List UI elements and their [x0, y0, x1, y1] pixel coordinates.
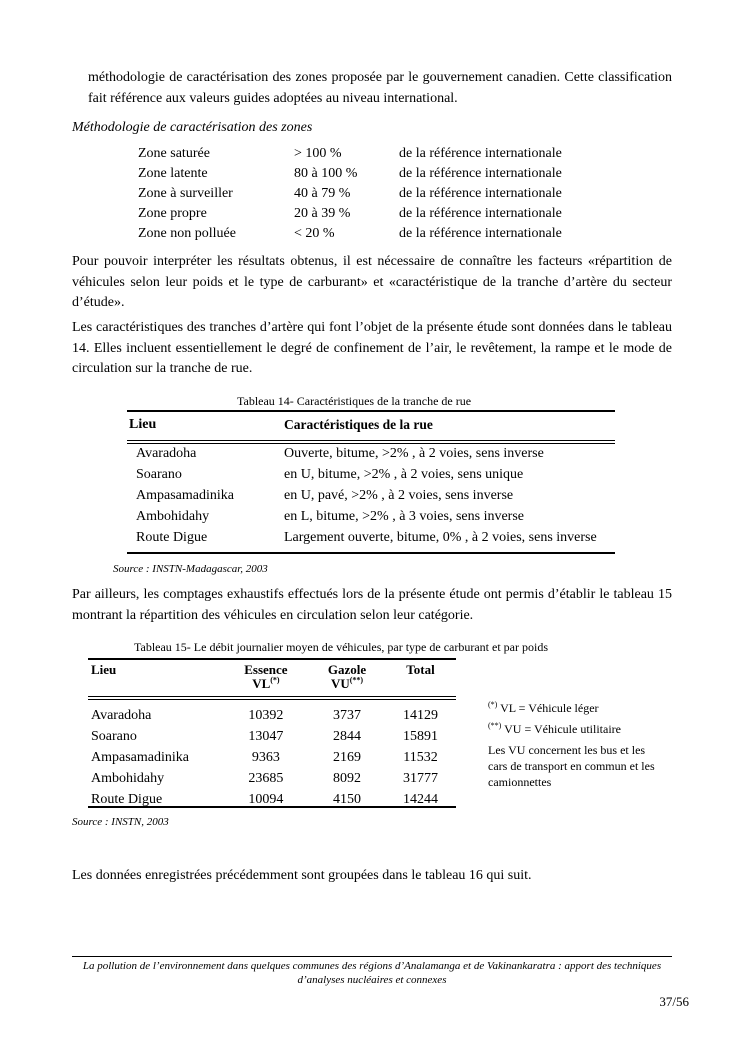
table15-cell-total: 14129: [403, 708, 438, 723]
table15-cell-essence: 10094: [248, 792, 284, 807]
note-vu-text: VU = Véhicule utilitaire: [504, 722, 621, 736]
zone-reference: de la référence internationale: [399, 206, 562, 221]
note-vu-description: Les VU concernent les bus et les cars de transport en commun et les camionnettes: [488, 743, 655, 789]
zone-reference: de la référence internationale: [399, 186, 562, 201]
table14-header-lieu: Lieu: [129, 417, 157, 432]
footer-rule: [72, 956, 672, 957]
table15-cell-lieu: Ampasamadinika: [91, 750, 189, 765]
zone-range: 40 à 79 %: [294, 186, 351, 201]
table14-cell-lieu: Ambohidahy: [136, 509, 210, 524]
table15-header-total: Total: [406, 662, 435, 677]
table14-cell-caracteristique: Largement ouverte, bitume, 0% , à 2 voies, sens inverse: [284, 530, 597, 545]
table-row: [88, 747, 456, 768]
table15-bottom-rule: [88, 806, 456, 808]
table15-header-row: [88, 663, 456, 697]
table14-header-caracteristiques: Caractéristiques de la rue: [284, 417, 433, 432]
page-number: 37/56: [659, 994, 689, 1009]
table15-header-rule-double: [88, 699, 456, 700]
table15-cell-essence: 13047: [248, 729, 284, 744]
zone-classification-list: [138, 144, 588, 244]
table15-caption: Tableau 15- Le débit journalier moyen de véhicules, par type de carburant et par poids: [134, 640, 548, 654]
paragraph-table15-intro: Par ailleurs, les comptages exhaustifs effectués lors de la présente étude ont permis d’établir le tableau 15 montrant la répartition des véhicules en circulation selon leur catégorie.: [72, 587, 672, 623]
table15-header-gazole: [309, 663, 385, 697]
table15-cell-total: 11532: [403, 750, 438, 765]
table14-cell-caracteristique: en U, pavé, >2% , à 2 voies, sens inverse: [284, 488, 514, 503]
footer-text: La pollution de l’environnement dans quelques communes des régions d’Analamanga et de Vakinankaratra : apport des techniques d’analyses nucléaires et connexes: [82, 960, 662, 986]
note-vu: [488, 721, 678, 737]
zone-name: Zone saturée: [138, 146, 210, 161]
table15-cell-total: 31777: [403, 771, 438, 786]
table-row: [88, 768, 456, 789]
zone-range: 80 à 100 %: [294, 166, 358, 181]
table-row: [88, 726, 456, 747]
footnote-mark: (*): [488, 700, 498, 709]
zone-reference: de la référence internationale: [399, 226, 562, 241]
table15-cell-total: 15891: [403, 729, 438, 744]
zone-reference: de la référence internationale: [399, 146, 562, 161]
zone-name: Zone latente: [138, 166, 208, 181]
table-row: [127, 485, 615, 506]
table-row: [127, 464, 615, 485]
table-row: [88, 705, 456, 726]
footnote-mark: (*): [270, 675, 280, 685]
table15-cell-lieu: Avaradoha: [91, 708, 152, 723]
table14-bottom-rule: [127, 552, 615, 554]
zone-range: < 20 %: [294, 226, 335, 241]
table14-source: Source : INSTN-Madagascar, 2003: [113, 563, 268, 575]
paragraph-interpretation: Pour pouvoir interpréter les résultats obtenus, il est nécessaire de connaître les facteurs «répartition de véhicules selon leur poids et le type de carburant» et «caractéristique de la tranche d’artère du secteur d’étude».: [72, 254, 672, 310]
zone-row: [138, 224, 588, 244]
gazole-label: Gazole: [327, 662, 367, 677]
table15-top-rule: [88, 658, 456, 660]
footnote-mark: (**): [488, 721, 502, 730]
table15-header-lieu: Lieu: [91, 662, 117, 677]
table15-cell-lieu: Soarano: [91, 729, 137, 744]
zone-name: Zone propre: [138, 206, 207, 221]
table15-cell-gazole: 3737: [333, 708, 361, 723]
table15-header-essence: [223, 663, 309, 697]
table14-cell-lieu: Avaradoha: [136, 446, 197, 461]
zone-row: [138, 204, 588, 224]
table14-caption: Tableau 14- Caractéristiques de la tranche de rue: [237, 394, 472, 408]
table14-header-row: [127, 412, 615, 438]
vu-label: VU: [330, 676, 350, 691]
table15-cell-essence: 9363: [251, 750, 280, 765]
method-title: Méthodologie de caractérisation des zones: [72, 120, 313, 135]
zone-range: > 100 %: [294, 146, 342, 161]
table15-cell-gazole: 2169: [333, 750, 361, 765]
zone-name: Zone à surveiller: [138, 186, 233, 201]
essence-label: Essence: [244, 662, 288, 677]
zone-row: [138, 144, 588, 164]
table14: [127, 412, 615, 548]
table14-cell-lieu: Ampasamadinika: [136, 488, 234, 503]
table-row: [127, 506, 615, 527]
table15-cell-gazole: 8092: [333, 771, 361, 786]
note-vl: [488, 700, 678, 716]
table-row: [127, 527, 615, 548]
footnote-mark: (**): [349, 675, 364, 685]
table14-cell-lieu: Route Digue: [136, 530, 208, 545]
table14-cell-lieu: Soarano: [136, 467, 182, 482]
intro-continuation: méthodologie de caractérisation des zones proposée par le gouvernement canadien. Cette classification fait référence aux valeurs guides adoptées au niveau international.: [88, 70, 672, 106]
paragraph-table14-intro: Les caractéristiques des tranches d’artère qui font l’objet de la présente étude sont données dans le tableau 14. Elles incluent essentiellement le degré de confinement de l’air, le revêtement, la rampe et le mode de circulation sur la tranche de rue.: [72, 320, 672, 376]
table15-cell-essence: 23685: [248, 771, 284, 786]
table15: [88, 663, 456, 810]
table15-cell-essence: 10392: [248, 708, 284, 723]
table15-notes: [488, 700, 678, 790]
vl-label: VL: [252, 676, 271, 691]
zone-reference: de la référence internationale: [399, 166, 562, 181]
table14-cell-caracteristique: en L, bitume, >2% , à 3 voies, sens inverse: [284, 509, 525, 524]
zone-row: [138, 184, 588, 204]
table15-cell-lieu: Ambohidahy: [91, 771, 165, 786]
zone-row: [138, 164, 588, 184]
table14-cell-caracteristique: Ouverte, bitume, >2% , à 2 voies, sens inverse: [284, 446, 544, 461]
table15-cell-gazole: 4150: [333, 792, 361, 807]
table-row: [127, 443, 615, 464]
table15-header-rule: [88, 696, 456, 697]
zone-name: Zone non polluée: [138, 226, 236, 241]
table15-cell-gazole: 2844: [333, 729, 361, 744]
table15-cell-total: 14244: [403, 792, 438, 807]
table15-source: Source : INSTN, 2003: [72, 816, 169, 828]
note-vl-text: VL = Véhicule léger: [500, 701, 599, 715]
table14-cell-caracteristique: en U, bitume, >2% , à 2 voies, sens unique: [284, 467, 524, 482]
paragraph-table16-intro: Les données enregistrées précédemment sont groupées dans le tableau 16 qui suit.: [72, 868, 532, 883]
zone-range: 20 à 39 %: [294, 206, 351, 221]
table15-cell-lieu: Route Digue: [91, 792, 163, 807]
